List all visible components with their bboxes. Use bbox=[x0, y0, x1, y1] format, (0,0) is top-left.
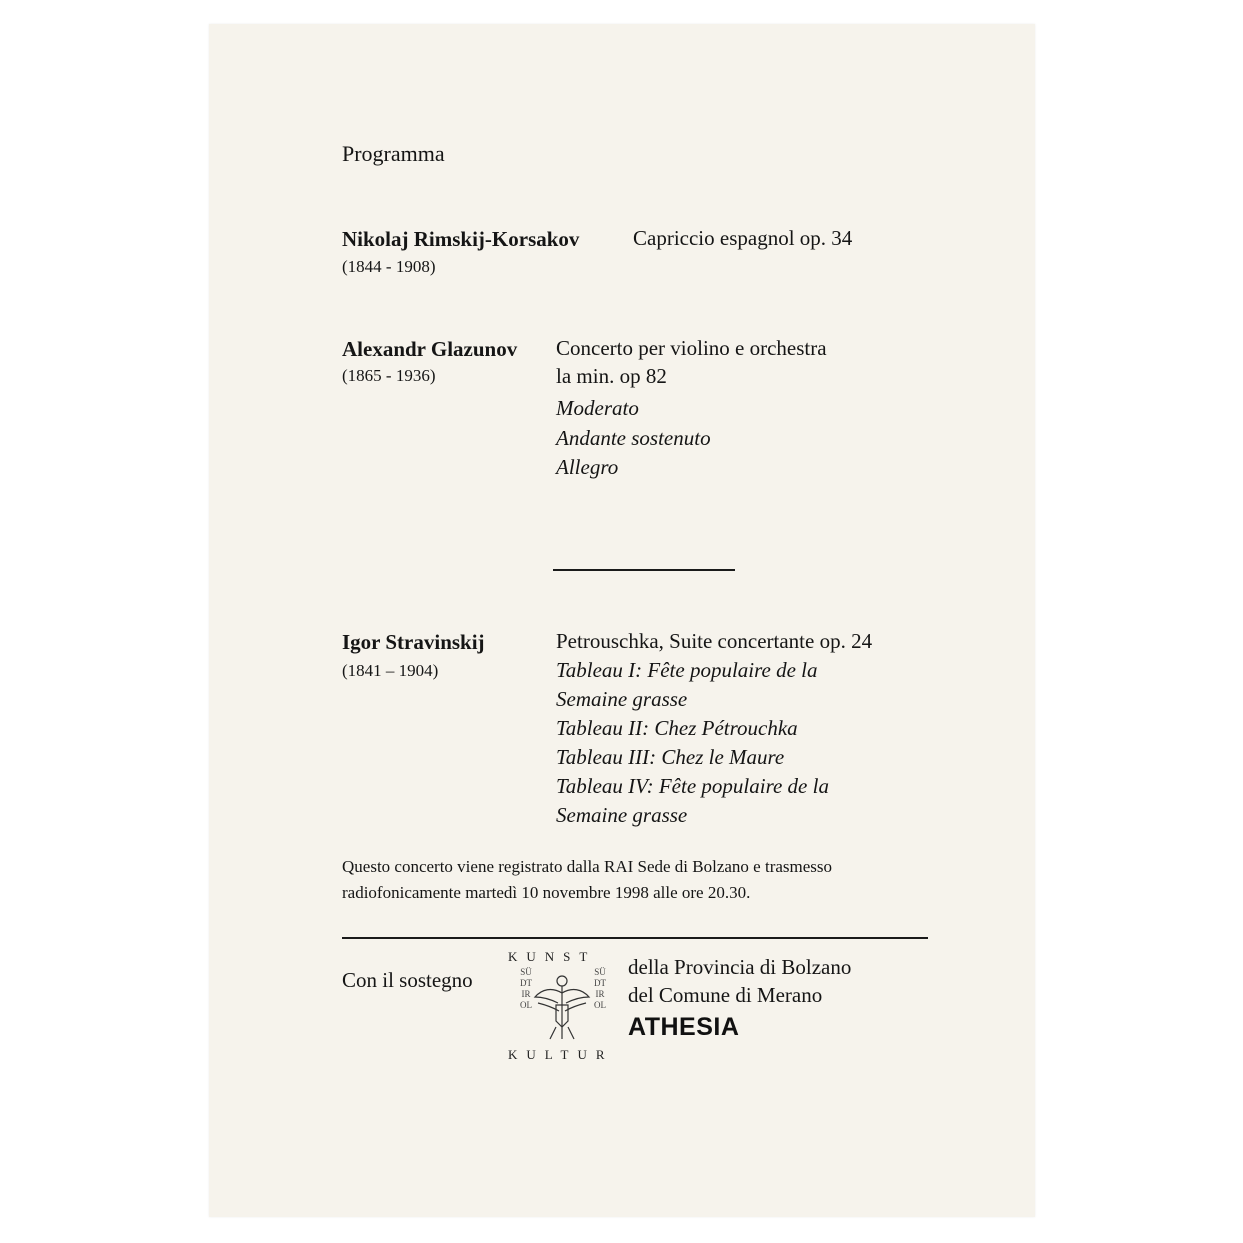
sponsor-province: della Provincia di Bolzano bbox=[628, 955, 852, 979]
work-title: Concerto per violino e orchestra bbox=[556, 336, 827, 360]
broadcast-note: Questo concerto viene registrato dalla RAI Sede di Bolzano e trasmesso bbox=[342, 857, 833, 876]
composer-name: Igor Stravinskij bbox=[342, 630, 485, 654]
composer-dates: (1865 - 1936) bbox=[342, 366, 436, 385]
movement: Tableau III: Chez le Maure bbox=[556, 745, 785, 769]
logo-bottom-text: KULTUR bbox=[508, 1047, 614, 1062]
programme-page bbox=[209, 24, 1035, 1217]
logo-top-text: KUNST bbox=[508, 949, 597, 964]
sponsor-label: Con il sostegno bbox=[342, 968, 473, 992]
movement: Moderato bbox=[556, 396, 639, 420]
logo-right-text: SÜDTIROL bbox=[594, 967, 606, 1010]
composer-name: Alexandr Glazunov bbox=[342, 337, 518, 361]
composer-dates: (1841 – 1904) bbox=[342, 661, 439, 680]
work-title: Petrouschka, Suite concertante op. 24 bbox=[556, 629, 873, 653]
movement: Semaine grasse bbox=[556, 687, 688, 711]
logo-left-text: SÜDTIROL bbox=[520, 967, 532, 1010]
section-divider bbox=[342, 937, 928, 939]
movement: Tableau I: Fête populaire de la bbox=[556, 658, 818, 682]
work-title: Capriccio espagnol op. 34 bbox=[633, 226, 853, 250]
kunst-kultur-logo bbox=[506, 947, 618, 1067]
composer-name: Nikolaj Rimskij-Korsakov bbox=[342, 227, 580, 251]
intermission-divider bbox=[553, 569, 735, 571]
composer-dates: (1844 - 1908) bbox=[342, 257, 436, 276]
movement: Allegro bbox=[556, 455, 619, 479]
sponsor-municipality: del Comune di Merano bbox=[628, 983, 823, 1007]
work-title: la min. op 82 bbox=[556, 364, 667, 388]
broadcast-note: radiofonicamente martedì 10 novembre 1998 alle ore 20.30. bbox=[342, 883, 751, 902]
movement: Semaine grasse bbox=[556, 803, 688, 827]
movement: Tableau IV: Fête populaire de la bbox=[556, 774, 829, 798]
page-title: Programma bbox=[342, 141, 445, 166]
eagle-icon bbox=[532, 969, 592, 1043]
movement: Andante sostenuto bbox=[556, 426, 711, 450]
movement: Tableau II: Chez Pétrouchka bbox=[556, 716, 798, 740]
athesia-logo: ATHESIA bbox=[628, 1013, 740, 1041]
